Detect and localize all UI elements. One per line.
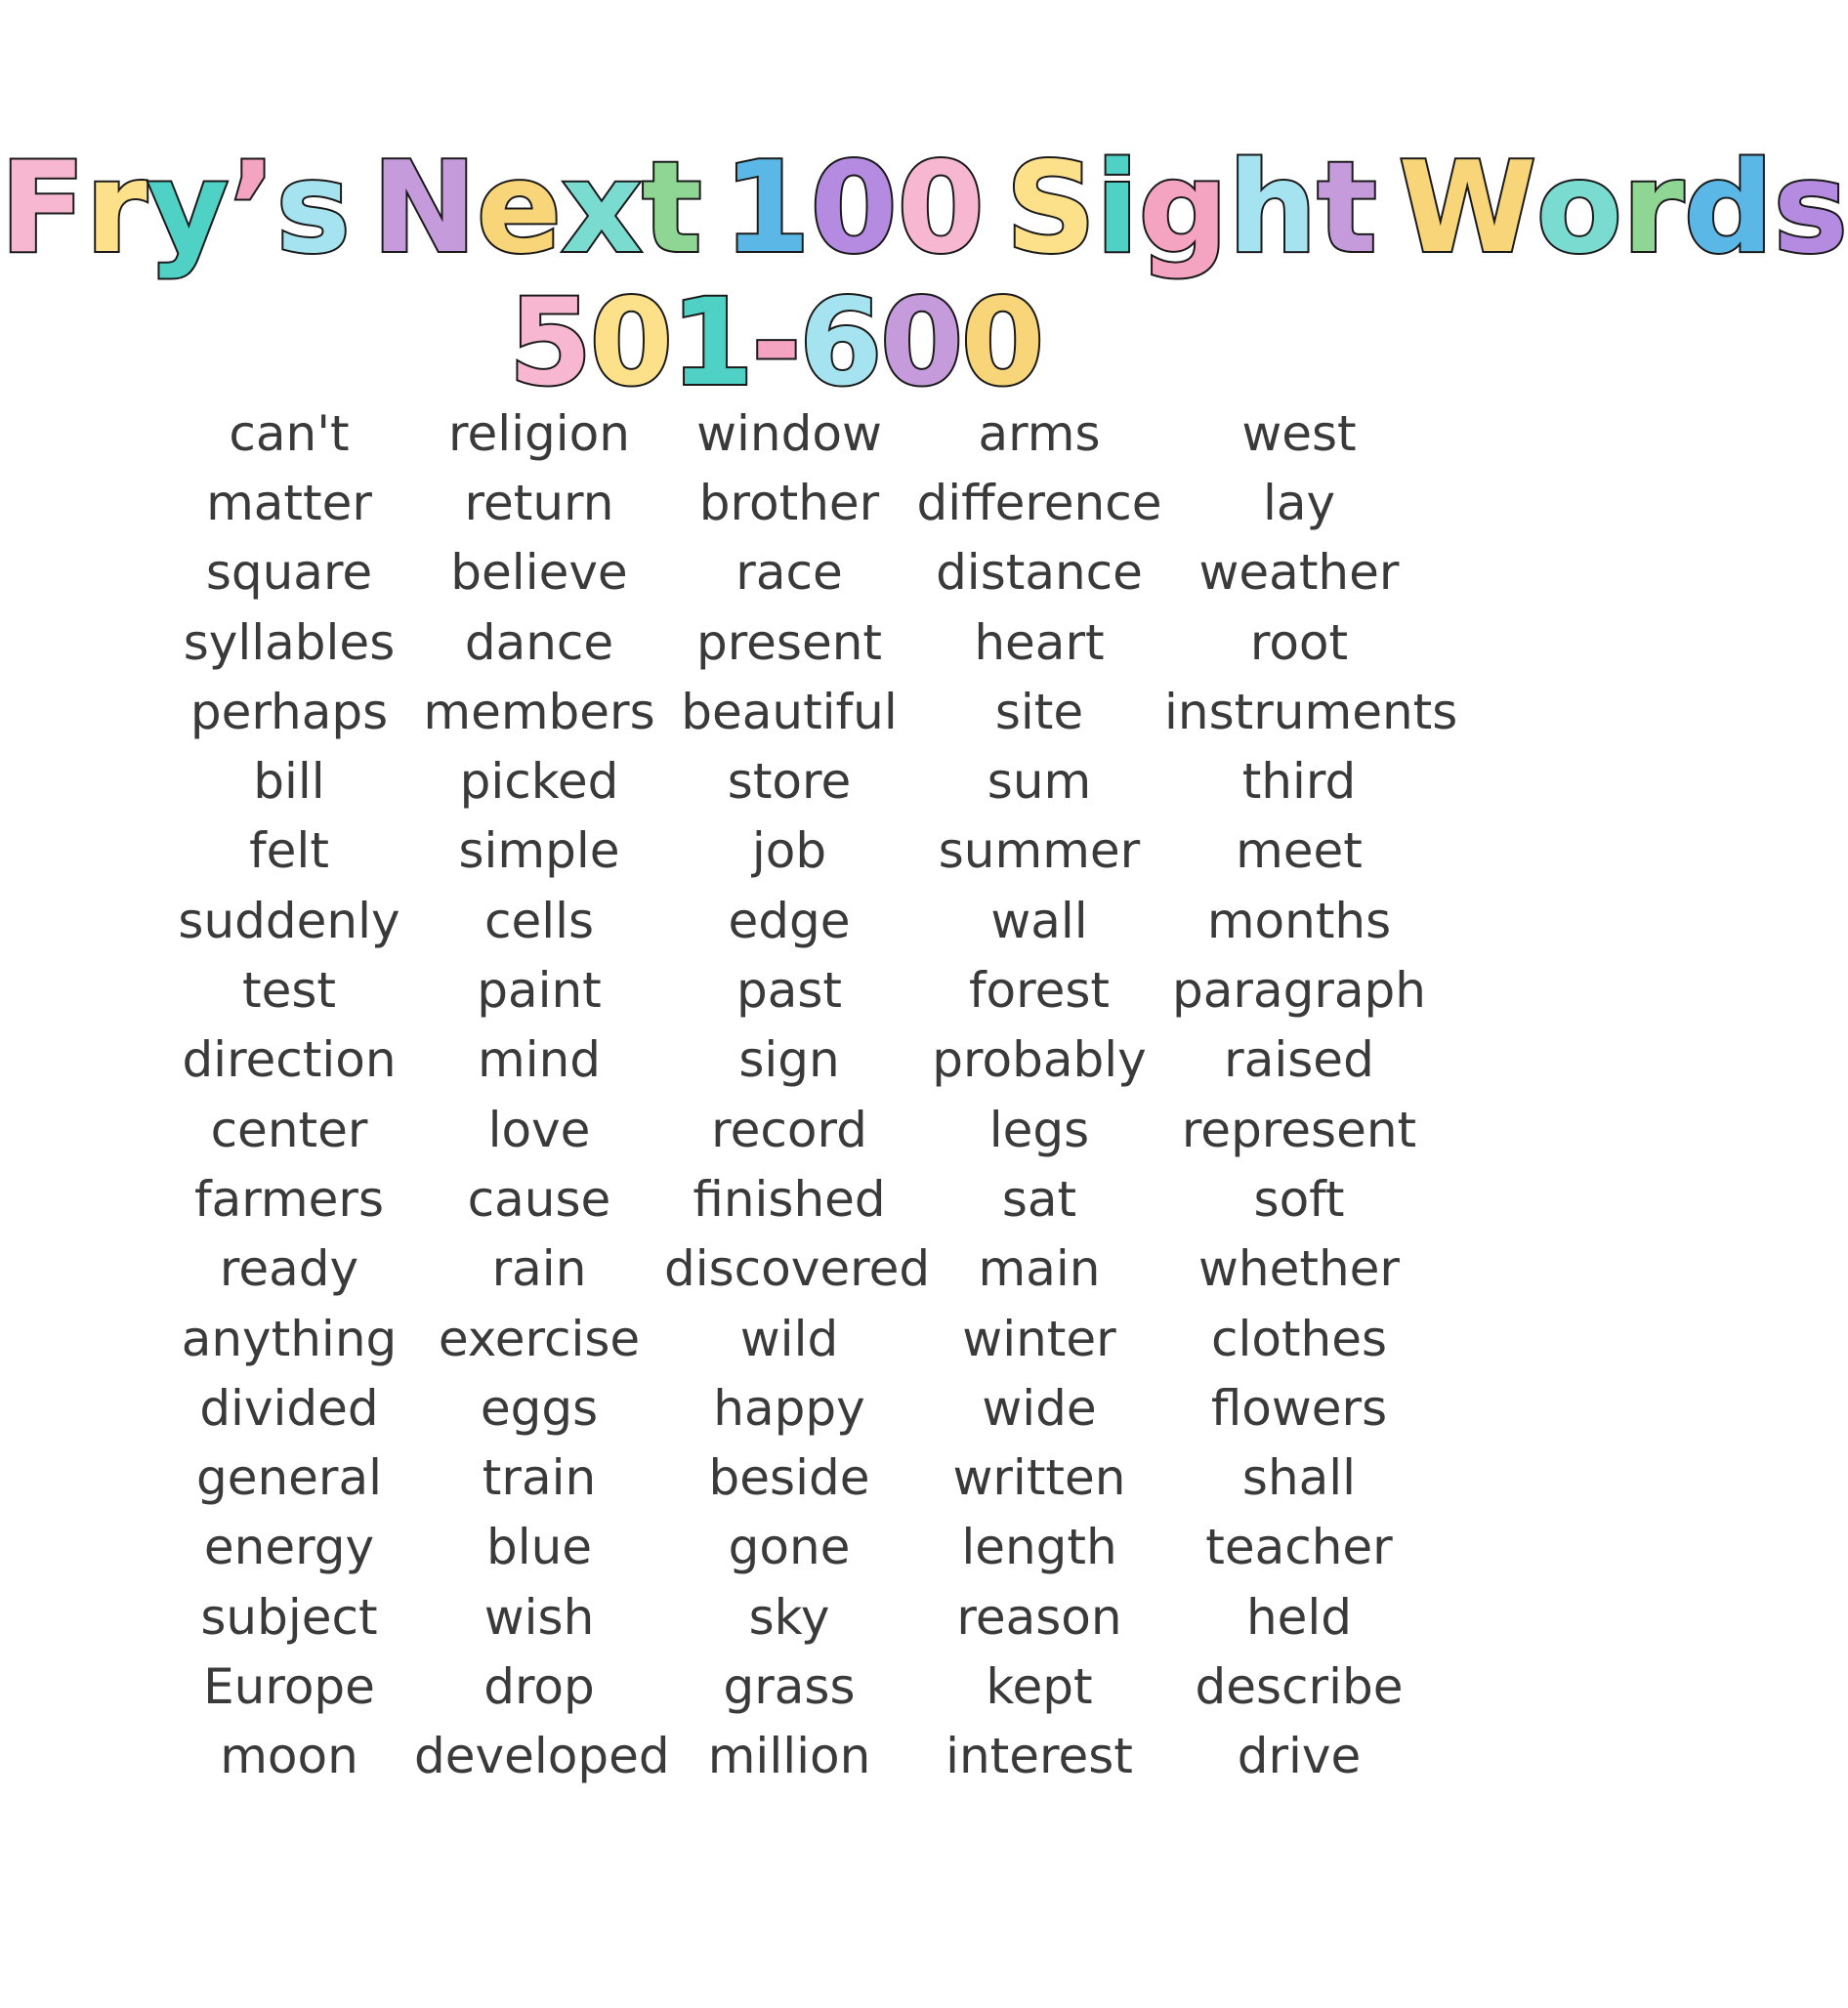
- sight-word: length: [961, 1519, 1117, 1576]
- sight-word: winter: [962, 1310, 1116, 1367]
- sight-word: million: [707, 1728, 871, 1785]
- sight-word: race: [735, 544, 843, 602]
- sight-word: meet: [1236, 822, 1363, 880]
- sight-word: test: [241, 962, 337, 1020]
- sight-word: anything: [181, 1310, 398, 1367]
- sight-word: members: [423, 683, 655, 740]
- sight-word: square: [205, 544, 373, 602]
- sight-word: energy: [203, 1519, 375, 1576]
- sight-word: lay: [1262, 474, 1336, 531]
- sight-word: mind: [477, 1031, 602, 1089]
- sight-word: whether: [1198, 1240, 1400, 1298]
- sight-word: sky: [748, 1588, 830, 1646]
- title-line-1: Fry’s Next 100 Sight Words: [0, 136, 1848, 281]
- sight-word: present: [695, 613, 883, 671]
- sight-word: kept: [986, 1657, 1093, 1715]
- sight-word: divided: [199, 1379, 379, 1437]
- sight-word: held: [1245, 1588, 1353, 1646]
- sight-word: discovered: [664, 1240, 931, 1298]
- sight-word: gone: [728, 1519, 851, 1576]
- sight-word: dance: [464, 613, 614, 671]
- sight-word: weather: [1198, 544, 1400, 602]
- sight-word: cause: [467, 1170, 611, 1228]
- sight-word: west: [1241, 404, 1357, 462]
- sight-word: main: [978, 1240, 1101, 1298]
- sight-word: direction: [182, 1031, 397, 1089]
- sight-word: distance: [936, 544, 1143, 602]
- sight-word: wild: [739, 1310, 839, 1367]
- sight-word: beside: [708, 1449, 870, 1507]
- sight-word: sum: [987, 753, 1092, 811]
- sight-word: religion: [448, 404, 630, 462]
- sight-word: eggs: [480, 1379, 599, 1437]
- sight-word: interest: [945, 1728, 1133, 1785]
- sight-word-grid: [164, 398, 1458, 1791]
- sight-word: can't: [229, 404, 350, 462]
- sight-word: store: [727, 753, 852, 811]
- sight-word: ready: [219, 1240, 359, 1298]
- sight-word: drop: [483, 1657, 595, 1715]
- sight-word: forest: [968, 962, 1111, 1020]
- sight-word: moon: [220, 1728, 358, 1785]
- sight-word: raised: [1224, 1031, 1374, 1089]
- title-line-2: 501-600: [509, 273, 1042, 412]
- sight-word: heart: [974, 613, 1105, 671]
- sight-word: site: [994, 683, 1084, 740]
- sight-word: paint: [477, 962, 602, 1020]
- sight-word: reason: [956, 1588, 1122, 1646]
- sight-word: past: [735, 962, 843, 1020]
- sight-word: represent: [1181, 1101, 1417, 1158]
- sight-word: wide: [982, 1379, 1097, 1437]
- sight-word: rain: [491, 1240, 587, 1298]
- sight-word: wall: [990, 892, 1088, 949]
- sight-word: clothes: [1210, 1310, 1388, 1367]
- page-title: [0, 136, 1848, 412]
- sight-word: happy: [713, 1379, 865, 1437]
- sight-word: summer: [938, 822, 1141, 880]
- sight-word: wish: [483, 1588, 595, 1646]
- sight-word: syllables: [183, 613, 396, 671]
- sight-word: Europe: [203, 1657, 375, 1715]
- sight-word: return: [464, 474, 614, 531]
- sight-word: finished: [693, 1170, 886, 1228]
- sight-word: farmers: [194, 1170, 384, 1228]
- sight-word: exercise: [438, 1310, 641, 1367]
- sight-word: instruments: [1164, 683, 1458, 740]
- sight-word: third: [1241, 753, 1357, 811]
- sight-word: paragraph: [1172, 962, 1426, 1020]
- sight-word: difference: [916, 474, 1162, 531]
- sight-word: center: [210, 1101, 368, 1158]
- sight-word: arms: [978, 404, 1101, 462]
- sight-word: bill: [253, 753, 325, 811]
- sight-word: window: [696, 404, 882, 462]
- sight-word: teacher: [1205, 1519, 1393, 1576]
- sight-word: cells: [483, 892, 595, 949]
- sight-word: grass: [723, 1657, 856, 1715]
- sight-word: perhaps: [189, 683, 389, 740]
- sight-word: drive: [1237, 1728, 1362, 1785]
- sight-word: beautiful: [681, 683, 898, 740]
- sight-word: months: [1206, 892, 1392, 949]
- sight-word: developed: [414, 1728, 670, 1785]
- sight-word: love: [487, 1101, 591, 1158]
- sight-word: believe: [450, 544, 628, 602]
- sight-word: general: [195, 1449, 383, 1507]
- sight-word: root: [1249, 613, 1349, 671]
- sight-word: soft: [1253, 1170, 1345, 1228]
- sight-word: edge: [728, 892, 851, 949]
- sight-word: probably: [932, 1031, 1147, 1089]
- sight-word: describe: [1195, 1657, 1404, 1715]
- sight-word: job: [751, 822, 827, 880]
- sight-word: matter: [206, 474, 372, 531]
- sight-word: picked: [459, 753, 619, 811]
- sight-word: written: [952, 1449, 1126, 1507]
- sight-word: sat: [1001, 1170, 1077, 1228]
- sight-word: record: [711, 1101, 867, 1158]
- sight-word: subject: [200, 1588, 378, 1646]
- sight-word: simple: [458, 822, 620, 880]
- sight-word: shall: [1241, 1449, 1357, 1507]
- sight-word: blue: [485, 1519, 593, 1576]
- sight-word: flowers: [1210, 1379, 1388, 1437]
- sight-word: suddenly: [178, 892, 400, 949]
- sight-word: train: [482, 1449, 597, 1507]
- sight-word: felt: [249, 822, 329, 880]
- sight-word: legs: [988, 1101, 1090, 1158]
- sight-word: brother: [698, 474, 880, 531]
- sight-word: sign: [738, 1031, 840, 1089]
